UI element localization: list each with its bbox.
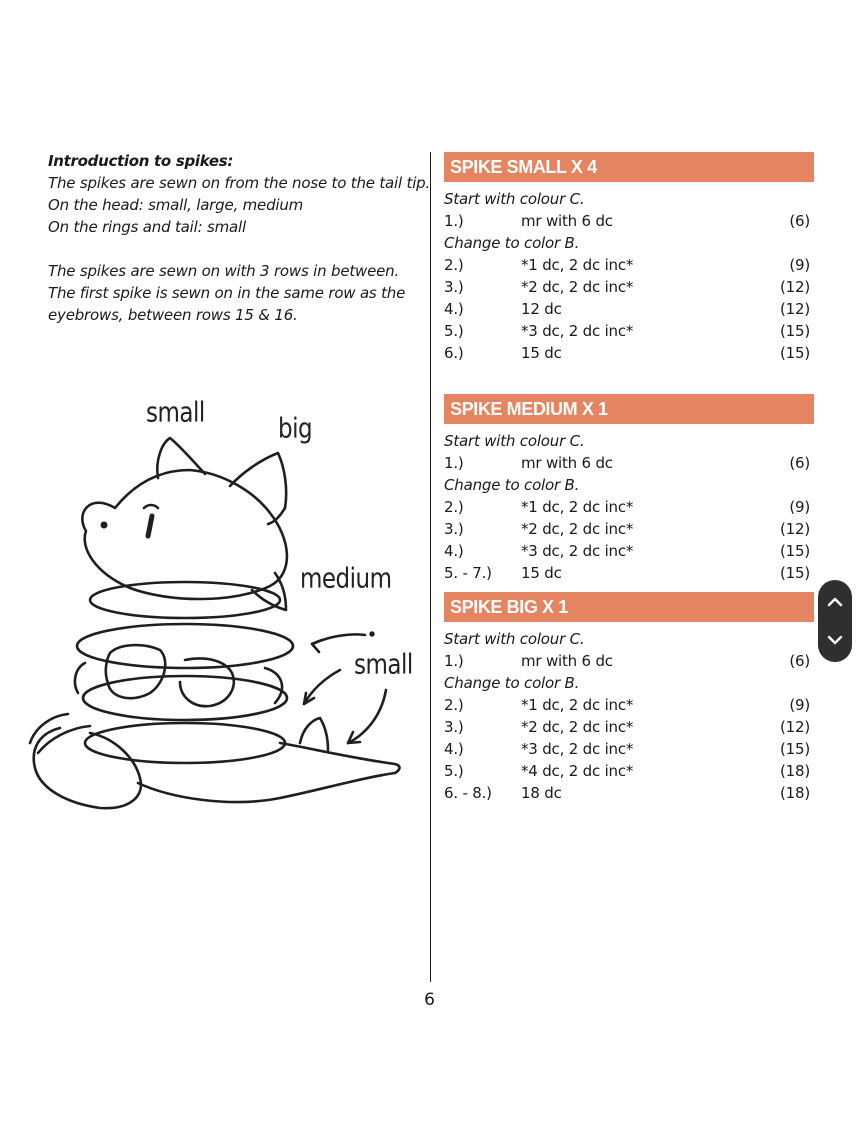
row-number: 2.) — [444, 696, 464, 714]
section-spike-medium — [444, 394, 814, 584]
row-number: 5.) — [444, 762, 464, 780]
row-stitch-count: (12) — [780, 520, 810, 538]
dino-illustration — [20, 398, 420, 848]
section-rows — [444, 182, 814, 364]
row-stitch-count: (9) — [789, 696, 810, 714]
dino-line-drawing — [20, 398, 420, 848]
section-title: SPIKE BIG X 1 — [444, 592, 814, 622]
pattern-row — [444, 760, 814, 782]
row-number: 1.) — [444, 652, 464, 670]
row-stitch-count: (12) — [780, 278, 810, 296]
row-stitch-count: (12) — [780, 718, 810, 736]
row-number: 5.) — [444, 322, 464, 340]
row-number: 4.) — [444, 300, 464, 318]
pattern-row — [444, 782, 814, 804]
instruction-note: Start with colour C. — [444, 190, 585, 208]
scroll-down-button[interactable] — [818, 620, 852, 660]
pattern-row — [444, 320, 814, 342]
row-instruction: 12 dc — [521, 300, 562, 318]
section-rows — [444, 622, 814, 804]
instruction-note: Change to color B. — [444, 234, 580, 252]
pattern-row — [444, 496, 814, 518]
scroll-up-button[interactable] — [818, 582, 852, 622]
intro-line: eyebrows, between rows 15 & 16. — [48, 306, 298, 324]
row-number: 2.) — [444, 256, 464, 274]
row-stitch-count: (18) — [780, 784, 810, 802]
section-spike-small — [444, 152, 814, 364]
row-number: 4.) — [444, 740, 464, 758]
row-number: 3.) — [444, 278, 464, 296]
row-number: 6.) — [444, 344, 464, 362]
row-instruction: mr with 6 dc — [521, 212, 613, 230]
section-title: SPIKE MEDIUM X 1 — [444, 394, 814, 424]
pattern-row — [444, 540, 814, 562]
pattern-row — [444, 738, 814, 760]
row-number: 6. - 8.) — [444, 784, 492, 802]
label-small-side: small — [354, 649, 413, 681]
row-stitch-count: (9) — [789, 256, 810, 274]
row-instruction: mr with 6 dc — [521, 652, 613, 670]
row-instruction: *2 dc, 2 dc inc* — [521, 718, 634, 736]
row-stitch-count: (15) — [780, 542, 810, 560]
intro-title: Introduction to spikes: — [48, 152, 234, 170]
section-title: SPIKE SMALL X 4 — [444, 152, 814, 182]
row-stitch-count: (15) — [780, 564, 810, 582]
row-number: 2.) — [444, 498, 464, 516]
instruction-note: Change to color B. — [444, 674, 580, 692]
row-instruction: *3 dc, 2 dc inc* — [521, 740, 634, 758]
pattern-row — [444, 650, 814, 672]
intro-line: The spikes are sewn on with 3 rows in between. — [48, 262, 400, 280]
row-instruction: 15 dc — [521, 564, 562, 582]
row-instruction: mr with 6 dc — [521, 454, 613, 472]
page-number: 6 — [424, 990, 435, 1010]
row-number: 1.) — [444, 212, 464, 230]
pattern-row — [444, 276, 814, 298]
row-instruction: *1 dc, 2 dc inc* — [521, 498, 634, 516]
intro-line: On the head: small, large, medium — [48, 196, 304, 214]
pattern-row — [444, 452, 814, 474]
row-stitch-count: (6) — [789, 652, 810, 670]
pattern-row — [444, 210, 814, 232]
scroll-control — [818, 580, 852, 662]
row-stitch-count: (15) — [780, 344, 810, 362]
spacer — [48, 238, 423, 260]
label-big: big — [278, 413, 313, 445]
row-instruction: *3 dc, 2 dc inc* — [521, 322, 634, 340]
chevron-up-icon — [827, 596, 843, 608]
section-rows — [444, 424, 814, 584]
pattern-row — [444, 254, 814, 276]
row-number: 3.) — [444, 718, 464, 736]
row-instruction: *2 dc, 2 dc inc* — [521, 278, 634, 296]
pattern-row — [444, 694, 814, 716]
row-instruction: 18 dc — [521, 784, 562, 802]
intro-line: The spikes are sewn on from the nose to the tail tip. — [48, 174, 431, 192]
pattern-row — [444, 562, 814, 584]
row-stitch-count: (6) — [789, 212, 810, 230]
row-instruction: *1 dc, 2 dc inc* — [521, 696, 634, 714]
label-medium: medium — [300, 563, 392, 595]
row-number: 3.) — [444, 520, 464, 538]
intro-block — [48, 152, 431, 326]
row-stitch-count: (18) — [780, 762, 810, 780]
intro-line: On the rings and tail: small — [48, 218, 246, 236]
row-number: 1.) — [444, 454, 464, 472]
row-instruction: *4 dc, 2 dc inc* — [521, 762, 634, 780]
row-instruction: 15 dc — [521, 344, 562, 362]
row-number: 5. - 7.) — [444, 564, 492, 582]
chevron-down-icon — [827, 634, 843, 646]
pattern-row — [444, 342, 814, 364]
pattern-row — [444, 716, 814, 738]
row-instruction: *2 dc, 2 dc inc* — [521, 520, 634, 538]
pattern-row — [444, 518, 814, 540]
row-instruction: *1 dc, 2 dc inc* — [521, 256, 634, 274]
section-spike-big — [444, 592, 814, 804]
row-instruction: *3 dc, 2 dc inc* — [521, 542, 634, 560]
row-stitch-count: (6) — [789, 454, 810, 472]
pattern-row — [444, 298, 814, 320]
instruction-note: Change to color B. — [444, 476, 580, 494]
row-stitch-count: (15) — [780, 740, 810, 758]
row-stitch-count: (15) — [780, 322, 810, 340]
label-small-top: small — [146, 397, 205, 429]
intro-line: The first spike is sewn on in the same row as the — [48, 284, 406, 302]
column-divider — [430, 152, 431, 982]
row-stitch-count: (12) — [780, 300, 810, 318]
instruction-note: Start with colour C. — [444, 630, 585, 648]
row-number: 4.) — [444, 542, 464, 560]
row-stitch-count: (9) — [789, 498, 810, 516]
instruction-note: Start with colour C. — [444, 432, 585, 450]
